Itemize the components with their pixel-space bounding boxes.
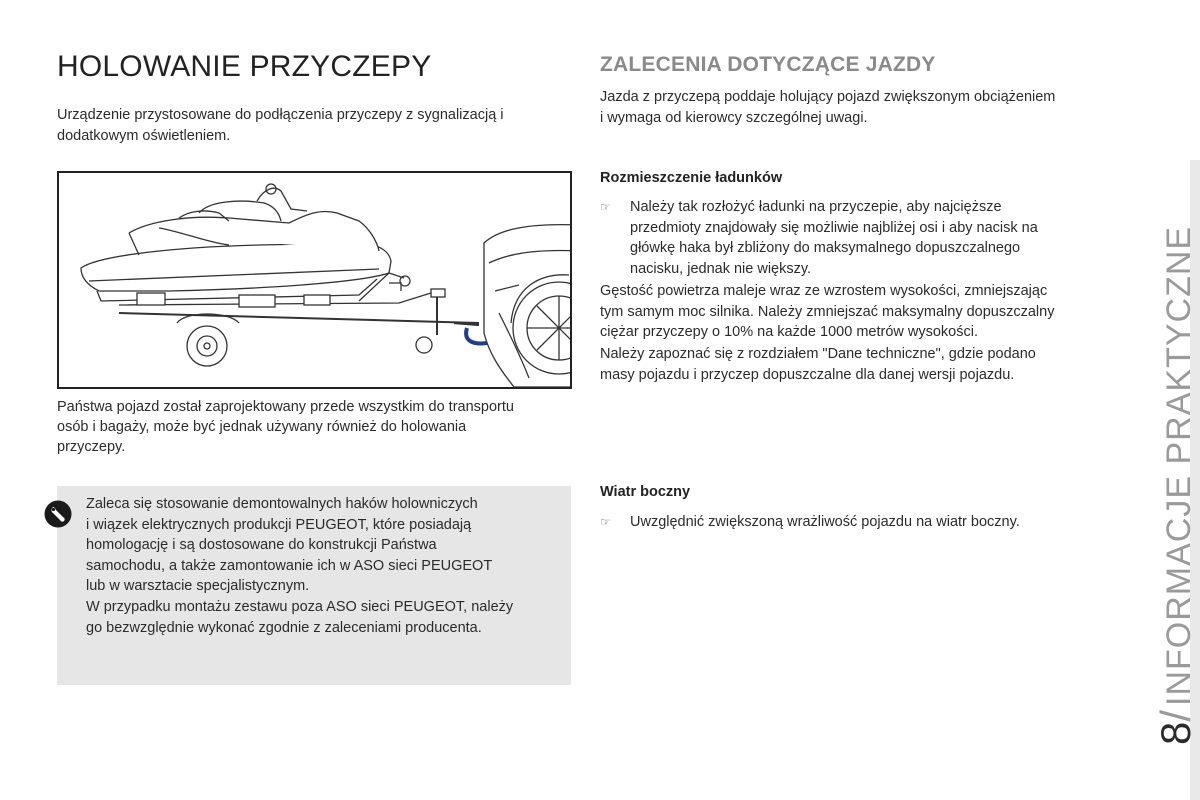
intro-text: Urządzenie przystosowane do podłączenia przyczepy z sygnalizacją i dodatkowym oświetleniem. (57, 107, 504, 144)
pointing-hand-icon: ☞ (600, 515, 611, 529)
wrench-warning-icon (44, 500, 72, 528)
trailer-wheel (187, 326, 227, 366)
driving-intro: Jazda z przyczepą poddaje holujący pojazd zwiększonym obciążeniem i wymaga od kierowcy szczególnej uwagi. (600, 89, 1056, 126)
pointing-hand-icon: ☞ (600, 200, 611, 214)
chapter-title: INFORMACJE PRAKTYCZNE (1160, 225, 1198, 706)
chapter-slash: / (1152, 709, 1199, 722)
jetski-handlebar (257, 188, 307, 211)
note-paragraph-2: W przypadku montażu zestawu poza ASO sieci PEUGEOT, należy go bezwzględnie wykonać zgodnie z zaleceniami producenta. (86, 599, 514, 636)
trailer-frame (119, 313, 479, 323)
section-title: ZALECENIA DOTYCZĄCE JAZDY (600, 53, 936, 76)
jetski-hull (81, 243, 391, 291)
towing-description: Państwa pojazd został zaprojektowany przede wszystkim do transportu osób i bagaży, może być jednak używany również do holowania przyczepy. (57, 399, 514, 455)
chapter-number: 8 (1152, 721, 1199, 745)
load-distribution-bullet: Należy tak rozłożyć ładunki na przyczepie, aby najcięższe przedmioty znajdowały się możliwie najbliżej osi i aby nacisk na główkę haka był zbliżony do maksymalnego dopuszczalnego nacisku, jednak nie większy. (630, 199, 1038, 277)
altitude-paragraph: Gęstość powietrza maleje wraz ze wzrostem wysokości, zmniejszając tym samym moc silnika. Należy zmniejszać maksymalny dopuszczalny ciężar przyczepy o 10% na każde 1000 metrów wysokości. (600, 283, 1055, 340)
technical-data-paragraph: Należy zapoznać się z rozdziałem "Dane techniczne", gdzie podano masy pojazdu i przyczep dopuszczalne dla danej wersji pojazdu. (600, 346, 1036, 383)
trailer-illustration (57, 171, 572, 389)
subheading-crosswind: Wiatr boczny (600, 484, 691, 500)
note-paragraph-1: Zaleca się stosowanie demontowalnych haków holowniczych i wiązek elektrycznych produkcji PEUGEOT, które posiadają homologację i są dostosowane do konstrukcji Państwa samochodu, a także zamontowanie ich w ASO sieci PEUGEOT lub w warsztacie specjalistycznym. (86, 496, 493, 594)
jockey-wheel (416, 337, 432, 353)
crosswind-bullet: Uwzględnić zwiększoną wrażliwość pojazdu na wiatr boczny. (630, 514, 1020, 530)
chapter-label (1152, 225, 1199, 745)
winch-post (389, 283, 401, 291)
page-title: HOLOWANIE PRZYCZEPY (57, 50, 432, 83)
subheading-load-distribution: Rozmieszczenie ładunków (600, 170, 783, 186)
